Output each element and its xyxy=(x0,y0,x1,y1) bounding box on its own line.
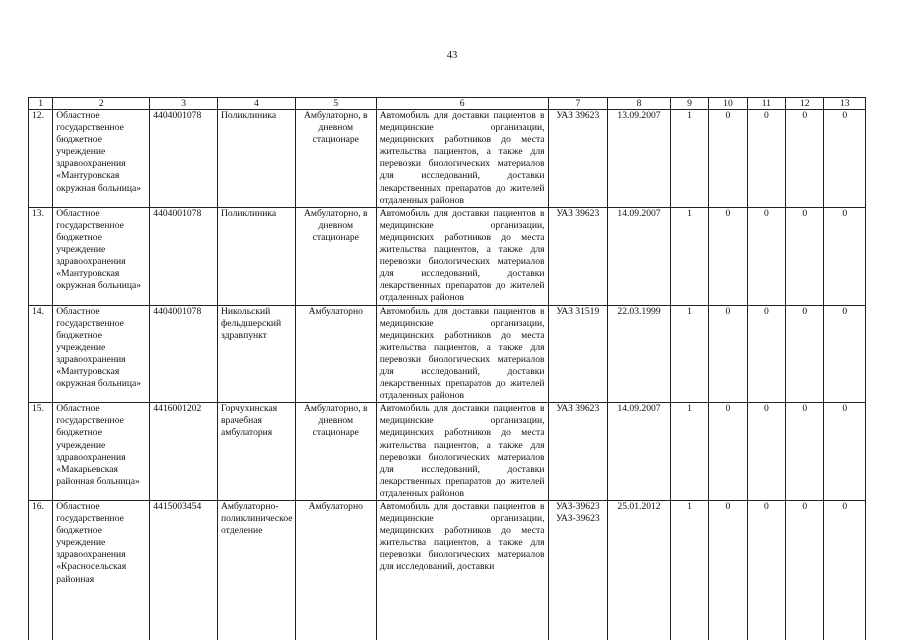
value-col-9: 1 xyxy=(670,403,708,501)
organization-name: Областное государственное бюджетное учреждение здравоохранения «Макарьевская районная больница» xyxy=(53,403,150,501)
value-col-12: 0 xyxy=(786,207,824,305)
care-conditions: Амбулаторно, в дневном стационаре xyxy=(295,110,376,208)
value-col-10: 0 xyxy=(709,501,747,640)
value-col-11: 0 xyxy=(747,501,785,640)
col-header-6: 6 xyxy=(376,98,548,110)
care-conditions: Амбулаторно, в дневном стационаре xyxy=(295,207,376,305)
value-col-13: 0 xyxy=(824,305,866,403)
inn-code: 4404001078 xyxy=(150,305,218,403)
col-header-1: 1 xyxy=(29,98,53,110)
vehicle-model: УАЗ 39623 xyxy=(548,110,608,208)
value-col-10: 0 xyxy=(709,403,747,501)
vehicle-date: 14.09.2007 xyxy=(608,403,671,501)
table-row xyxy=(29,403,866,501)
vehicle-purpose: Автомобиль для доставки пациентов в медицинские организации, медицинских работников до места жительства пациентов, а также для перевозки биологических материалов для исследований, доставки лекарственных препаратов до жителей отдаленных районов xyxy=(376,207,548,305)
care-conditions: Амбулаторно, в дневном стационаре xyxy=(295,403,376,501)
col-header-13: 13 xyxy=(824,98,866,110)
col-header-2: 2 xyxy=(53,98,150,110)
unit-name: Поликлиника xyxy=(218,110,296,208)
col-header-10: 10 xyxy=(709,98,747,110)
organization-name: Областное государственное бюджетное учреждение здравоохранения «Мантуровская окружная больница» xyxy=(53,110,150,208)
inn-code: 4415003454 xyxy=(150,501,218,640)
vehicle-date: 22.03.1999 xyxy=(608,305,671,403)
value-col-11: 0 xyxy=(747,403,785,501)
vehicle-model: УАЗ-39623 УАЗ-39623 xyxy=(548,501,608,640)
organization-name: Областное государственное бюджетное учреждение здравоохранения «Мантуровская окружная больница» xyxy=(53,207,150,305)
value-col-9: 1 xyxy=(670,110,708,208)
unit-name: Амбулаторно-поликлиническое отделение xyxy=(218,501,296,640)
row-number: 15. xyxy=(29,403,53,501)
care-conditions: Амбулаторно xyxy=(295,501,376,640)
table-row xyxy=(29,207,866,305)
table-row xyxy=(29,305,866,403)
col-header-5: 5 xyxy=(295,98,376,110)
col-header-9: 9 xyxy=(670,98,708,110)
document-table-container xyxy=(28,97,866,640)
vehicle-model: УАЗ 39623 xyxy=(548,403,608,501)
organization-name: Областное государственное бюджетное учреждение здравоохранения «Мантуровская окружная больница» xyxy=(53,305,150,403)
col-header-7: 7 xyxy=(548,98,608,110)
page-number: 43 xyxy=(446,50,458,61)
table-row xyxy=(29,110,866,208)
row-number: 14. xyxy=(29,305,53,403)
row-number: 16. xyxy=(29,501,53,640)
value-col-13: 0 xyxy=(824,110,866,208)
inn-code: 4404001078 xyxy=(150,110,218,208)
vehicle-date: 13.09.2007 xyxy=(608,110,671,208)
vehicle-model: УАЗ 39623 xyxy=(548,207,608,305)
unit-name: Горчухинская врачебная амбулатория xyxy=(218,403,296,501)
value-col-11: 0 xyxy=(747,207,785,305)
col-header-3: 3 xyxy=(150,98,218,110)
value-col-13: 0 xyxy=(824,501,866,640)
col-header-11: 11 xyxy=(747,98,785,110)
value-col-10: 0 xyxy=(709,207,747,305)
vehicle-purpose: Автомобиль для доставки пациентов в медицинские организации, медицинских работников до места жительства пациентов, а также для перевозки биологических материалов для исследований, доставки лекарственных препаратов до жителей отдаленных районов xyxy=(376,110,548,208)
unit-name: Поликлиника xyxy=(218,207,296,305)
value-col-9: 1 xyxy=(670,305,708,403)
vehicle-purpose: Автомобиль для доставки пациентов в медицинские организации, медицинских работников до места жительства пациентов, а также для перевозки биологических материалов для исследований, доставки лекарственных препаратов до жителей отдаленных районов xyxy=(376,403,548,501)
value-col-12: 0 xyxy=(786,403,824,501)
vehicle-purpose: Автомобиль для доставки пациентов в медицинские организации, медицинских работников до места жительства пациентов, а также для перевозки биологических материалов для исследований, доставки лекарственных препаратов до жителей отдаленных районов xyxy=(376,305,548,403)
row-number: 12. xyxy=(29,110,53,208)
organization-name: Областное государственное бюджетное учреждение здравоохранения «Красносельская районная xyxy=(53,501,150,640)
vehicles-table xyxy=(28,97,866,640)
col-header-8: 8 xyxy=(608,98,671,110)
table-row xyxy=(29,501,866,640)
value-col-11: 0 xyxy=(747,110,785,208)
value-col-9: 1 xyxy=(670,207,708,305)
value-col-13: 0 xyxy=(824,403,866,501)
care-conditions: Амбулаторно xyxy=(295,305,376,403)
col-header-4: 4 xyxy=(218,98,296,110)
column-number-row xyxy=(29,98,866,110)
inn-code: 4404001078 xyxy=(150,207,218,305)
value-col-9: 1 xyxy=(670,501,708,640)
value-col-12: 0 xyxy=(786,305,824,403)
col-header-12: 12 xyxy=(786,98,824,110)
vehicle-date: 25.01.2012 xyxy=(608,501,671,640)
vehicle-model: УАЗ 31519 xyxy=(548,305,608,403)
value-col-13: 0 xyxy=(824,207,866,305)
unit-name: Никольский фельдшерский здравпункт xyxy=(218,305,296,403)
vehicle-date: 14.09.2007 xyxy=(608,207,671,305)
value-col-12: 0 xyxy=(786,501,824,640)
value-col-12: 0 xyxy=(786,110,824,208)
value-col-10: 0 xyxy=(709,305,747,403)
inn-code: 4416001202 xyxy=(150,403,218,501)
value-col-10: 0 xyxy=(709,110,747,208)
row-number: 13. xyxy=(29,207,53,305)
value-col-11: 0 xyxy=(747,305,785,403)
vehicle-purpose: Автомобиль для доставки пациентов в медицинские организации, медицинских работников до места жительства пациентов, а также для перевозки биологических материалов для исследований, доставки xyxy=(376,501,548,640)
